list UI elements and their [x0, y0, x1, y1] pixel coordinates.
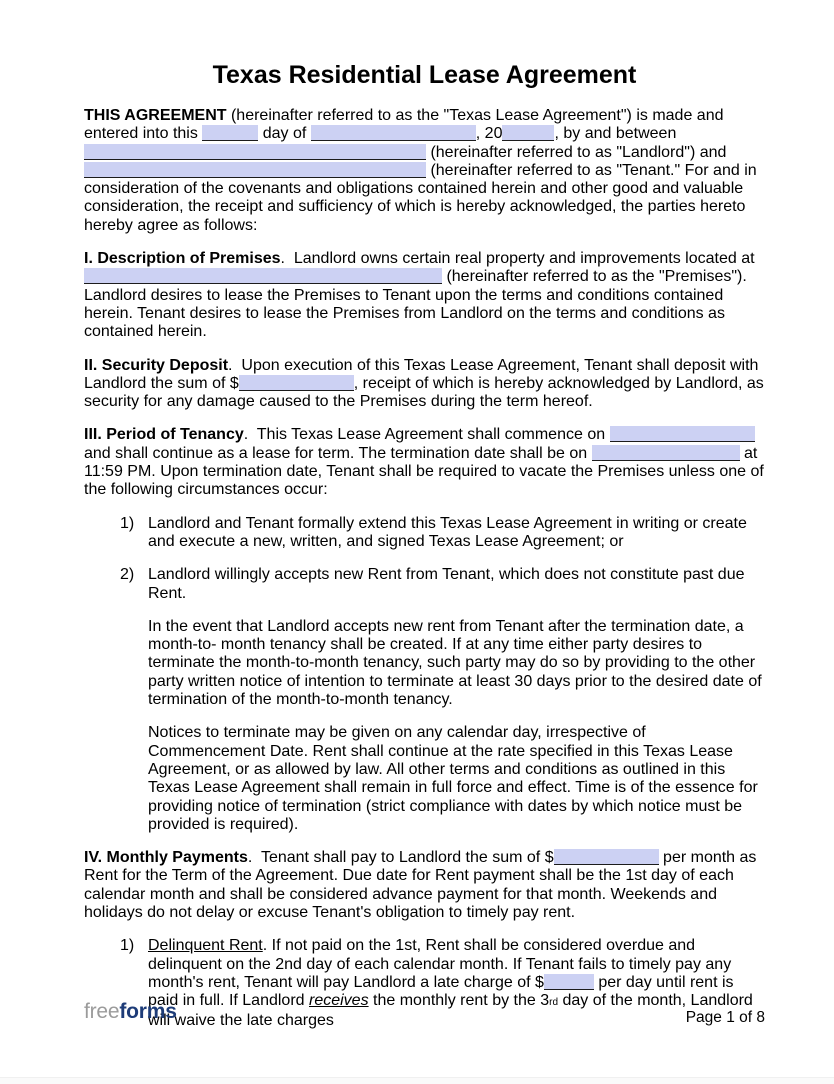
list-item-text [148, 515, 765, 552]
text-segment: In the event that Landlord accepts new rent from Tenant after the termination date, a month-to- month tenancy shall be created. If at any time either party desires to terminate the month-to-month tenancy, such party may do so by providing to the other party written notice of intention to terminate at least 30 days prior to the desired date of termination of the month-to-month tenancy. [148, 617, 762, 709]
text-segment: the monthly rent by the 3 [368, 992, 550, 1010]
text-segment: IV. Monthly Payments [84, 849, 248, 867]
security-deposit-amount-field[interactable] [239, 375, 354, 391]
page-number: Page 1 of 8 [685, 1009, 765, 1026]
text-segment: II. Security Deposit [84, 356, 229, 374]
list-item-text [148, 566, 765, 603]
text-segment: Landlord willingly accepts new Rent from Tenant, which does not constitute past due Rent. [148, 566, 745, 602]
text-segment: (hereinafter referred to as the "Premises"). Landlord desires to lease the Premises to Tenant upon the terms and conditions contained herein. Tenant desires to lease the Premises from Landlord on the terms and conditions as contained herein. [84, 268, 747, 341]
text-segment: Landlord and Tenant formally extend this Texas Lease Agreement in writing or create and execute a new, written, and signed Texas Lease Agreement; or [148, 514, 747, 550]
tenant-name-field[interactable] [84, 162, 426, 178]
text-segment: . This Texas Lease Agreement shall commence on [243, 426, 610, 444]
day-field[interactable] [202, 125, 258, 141]
text-segment: day of the month, Landlord will waive the late charges [148, 992, 753, 1030]
text-segment: rd [549, 997, 559, 1009]
text-segment: Notices to terminate may be given on any calendar day, irrespective of Commencement Date. Rent shall continue at the rate specified in this Texas Lease Agreement, or as allowed by law. All other terms and conditions as outlined in this Texas Lease Agreement shall remain in full force and effect. Time is of the essence for providing notice of termination (strict compliance with dates by which notice must be provided is required). [148, 724, 758, 833]
list-item-extend-agreement [84, 515, 765, 552]
document-body [84, 107, 765, 1031]
paragraph-notices-to-terminate [148, 724, 765, 834]
page-title: Texas Residential Lease Agreement [212, 61, 637, 89]
text-segment: day of [258, 125, 311, 143]
commencement-date-field[interactable] [610, 426, 755, 442]
section-3-period-of-tenancy [84, 426, 765, 499]
list-item-number: 2) [120, 566, 135, 584]
text-segment: receives [309, 992, 369, 1010]
list-item-number: 1) [120, 514, 135, 532]
text-segment: , receipt of which is hereby acknowledged by Landlord, as security for any damage caused to the Premises during the term hereof. [84, 374, 764, 411]
section-2-security-deposit [84, 357, 765, 412]
section-1-description-of-premises [84, 250, 765, 341]
text-segment: per day until rent is paid in full. If Landlord [148, 973, 734, 1010]
late-charge-amount-field[interactable] [544, 974, 594, 990]
text-segment: at 11:59 PM. Upon termination date, Tenant shall be required to vacate the Premises unless one of the following circumstances occur: [84, 444, 764, 499]
monthly-rent-amount-field[interactable] [554, 849, 659, 865]
logo-forms-text: forms [119, 1000, 177, 1023]
text-segment: (hereinafter referred to as the "Texas Lease Agreement") is made and entered into this [84, 107, 724, 143]
text-segment: . If not paid on the 1st, Rent shall be considered overdue and delinquent on the 2nd day of each calendar month. If Tenant fails to timely pay any month's rent, Tenant will pay Landlord a late charge of $ [148, 937, 732, 991]
logo-free-text: free [84, 1000, 120, 1023]
freeforms-logo [84, 1000, 177, 1024]
text-segment: (hereinafter referred to as "Tenant." For and in consideration of the covenants and obligations contained herein and other good and valuable consideration, the receipt and sufficiency of which is hereby acknowledged, the parties hereto hereby agree as follows: [84, 161, 757, 234]
list-item-number: 1) [120, 937, 135, 955]
text-segment: THIS AGREEMENT [84, 107, 227, 124]
text-segment: (hereinafter referred to as "Landlord") and [426, 143, 727, 161]
year-field[interactable] [502, 125, 554, 141]
month-field[interactable] [311, 125, 476, 141]
text-segment: , 20 [475, 125, 503, 143]
section-4-monthly-payments [84, 849, 765, 922]
text-segment: Delinquent Rent [148, 937, 263, 955]
text-segment: , by and between [554, 125, 677, 143]
list-item-accept-new-rent [84, 566, 765, 603]
paragraph-month-to-month [148, 618, 765, 709]
text-segment: III. Period of Tenancy [84, 426, 244, 444]
page-footer [84, 1000, 765, 1027]
text-segment: . Tenant shall pay to Landlord the sum of $ [247, 849, 554, 867]
intro-paragraph [84, 107, 765, 235]
text-segment: and shall continue as a lease for term. The termination date shall be on [84, 444, 592, 462]
text-segment: I. Description of Premises [84, 250, 281, 268]
text-segment: . Upon execution of this Texas Lease Agreement, Tenant shall deposit with Landlord the sum of $ [84, 356, 759, 392]
premises-address-field[interactable] [84, 268, 442, 284]
text-segment: per month as Rent for the Term of the Agreement. Due date for Rent payment shall be the 1st day of each calendar month and shall be considered advance payment for that month. Weekends and holidays do not delay or excuse Tenant's obligation to timely pay rent. [84, 849, 757, 921]
text-segment: . Landlord owns certain real property and improvements located at [280, 250, 755, 268]
termination-date-field[interactable] [592, 445, 740, 461]
landlord-name-field[interactable] [84, 144, 426, 160]
